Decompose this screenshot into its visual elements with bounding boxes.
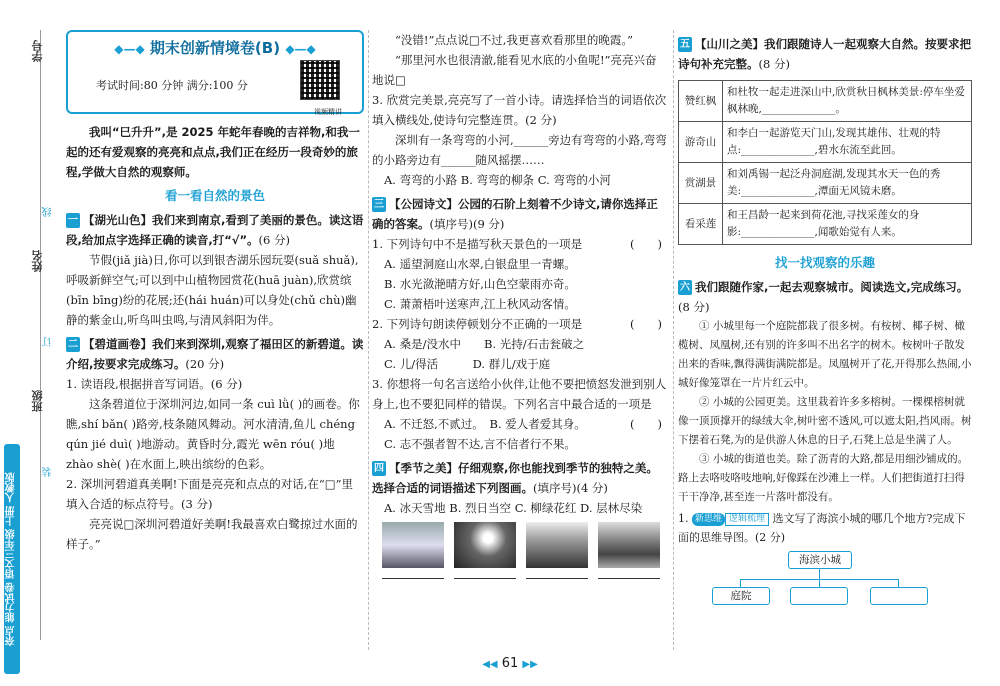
exam-title: ◆—◆ 期末创新情境卷(B) ◆—◆ bbox=[114, 39, 316, 57]
choice-option: B. 光持/石击瓮破之 bbox=[484, 337, 585, 351]
column-3 bbox=[678, 30, 972, 611]
page-number: ◀◀ 61 ▶▶ bbox=[482, 656, 538, 671]
name-label: 姓名 bbox=[31, 250, 44, 272]
column-1 bbox=[66, 30, 364, 554]
column-divider bbox=[673, 30, 674, 650]
mind-map-connector bbox=[740, 579, 741, 587]
choice-option-row bbox=[372, 334, 668, 354]
section-title: 找一找观察的乐趣 bbox=[774, 255, 875, 270]
qr-code-icon[interactable] bbox=[300, 60, 340, 100]
question-number-badge: 四 bbox=[374, 463, 384, 474]
passage-paragraph: ② 小城的公园更美。这里栽着许多多榕树。一棵棵榕树就像一顶顶撑开的绿绒大伞,树叶密不透风,可以遮太阳,挡风雨。树下摆着石凳,为的是供游人休息的日子,石凳上总是坐满了人。 bbox=[678, 396, 972, 446]
question-2-sub1-text: 这条碧道位于深圳河边,如同一条 cuì lǜ( )的画卷。你瞧,shí bǎn( )路旁,枝条随风舞动。河水清清,鱼儿 chéng qún jié duì( )地游动。黄昏时分,霞光 wēn róu( )地 zhào shè( )在水面上,映出缤纷的色彩。 bbox=[66, 397, 360, 471]
passage-paragraph: ③ 小城的街道也美。除了沥青的大路,都是用细沙铺成的。路上去咯吱咯吱地响,好像踩在沙滩上一样。人们把街道打扫得干干净净,甚至连一片落叶都没有。 bbox=[678, 453, 969, 503]
choice-option-row bbox=[372, 354, 668, 374]
class-label: 班级 bbox=[31, 390, 44, 412]
choice-option: C. 志不强者智不达,言不信者行不果。 bbox=[384, 437, 576, 451]
table-value[interactable]: 和李白一起游览天门山,发现其雄伟、壮观的特点:______________,碧水东流至此回。 bbox=[723, 122, 972, 163]
answer-line[interactable] bbox=[526, 578, 588, 579]
question-2-head: 二 【碧道画卷】我们来到深圳,观察了福田区的新碧道。读介绍,按要求完成练习。(20 分) bbox=[66, 337, 364, 371]
answer-line[interactable] bbox=[454, 578, 516, 579]
table-row bbox=[679, 122, 972, 163]
choice-option: B. 水光潋滟晴方好,山色空蒙雨亦奇。 bbox=[384, 277, 576, 291]
question-1-head: 一 【湖光山色】我们来到南京,看到了美丽的景色。读这语段,给加点字选择正确的读音,打“√”。(6 分) bbox=[66, 213, 364, 247]
question-3-head: 三 【公园诗文】公园的石阶上刻着不少诗文,请你选择正确的答案。(填序号)(9 分) bbox=[372, 197, 658, 231]
table-value[interactable]: 和刘禹锡一起泛舟洞庭湖,发现其水天一色的秀美:______________,潭面无风镜未磨。 bbox=[723, 163, 972, 204]
choice-option: D. 群儿/戏于庭 bbox=[472, 357, 551, 371]
table-row bbox=[679, 204, 972, 245]
question-3-sub2: 2. 下列诗句朗读停顿划分不正确的一项是 ( ) bbox=[372, 317, 662, 331]
question-number-badge: 六 bbox=[680, 282, 690, 293]
sun-photo bbox=[454, 522, 516, 568]
answer-line[interactable] bbox=[598, 578, 660, 579]
autumn-photo bbox=[598, 522, 660, 568]
mind-map-blank[interactable] bbox=[790, 587, 848, 605]
passage-paragraph: ① 小城里每一个庭院都栽了很多树。有桉树、椰子树、橄榄树、凤凰树,还有别的许多叫不出名字的树木。桉树叶子散发出来的香味,飘得满街满院都是。凤凰树开了花,开得那么热闹,小城好像笼罩在一片片红云中。 bbox=[678, 320, 972, 389]
question-6-head: 六 我们跟随作家,一起去观察城市。阅读选文,完成练习。(8 分) bbox=[678, 280, 969, 314]
mind-map-leaf: 庭院 bbox=[712, 587, 770, 605]
question-2-sub1: 1. 读语段,根据拼音写词语。(6 分) bbox=[66, 377, 243, 391]
table-row bbox=[679, 81, 972, 122]
question-2-sub2-text: 亮亮说□深圳河碧道好美啊!我最喜欢白鹭掠过水面的样子。” bbox=[66, 517, 358, 551]
new-thinking-tag: 新思维 bbox=[692, 513, 725, 526]
question-3-sub1: 1. 下列诗句中不是描写秋天景色的一项是 ( ) bbox=[372, 237, 662, 251]
mind-map-connector bbox=[819, 569, 820, 579]
exam-meta: 考试时间:80 分钟 满分:100 分 bbox=[96, 79, 248, 92]
answer-lines[interactable] bbox=[372, 578, 668, 579]
question-2-sub2: 2. 深圳河碧道真美啊!下面是亮亮和点点的对话,在“□”里填入合适的标点符号。(3 分) bbox=[66, 477, 354, 511]
table-key: 赞红枫 bbox=[679, 81, 723, 122]
binding-mark: 订 bbox=[43, 337, 54, 347]
choice-options: A. 冰天雪地 B. 烈日当空 C. 柳绿花红 D. 层林尽染 bbox=[384, 501, 643, 515]
poem-table bbox=[678, 80, 972, 245]
choice-option-row bbox=[372, 414, 668, 434]
question-number-badge: 五 bbox=[680, 39, 690, 50]
qr-caption: 视频精讲 bbox=[314, 108, 342, 116]
table-key: 游奇山 bbox=[679, 122, 723, 163]
table-value[interactable]: 和王昌龄一起来到荷花池,寻找采莲女的身影:______________,闻歌始觉有人来。 bbox=[723, 204, 972, 245]
question-5-head: 五 【山川之美】我们跟随诗人一起观察大自然。按要求把诗句补充完整。(8 分) bbox=[678, 37, 971, 71]
spring-photo bbox=[526, 522, 588, 568]
binding-strip bbox=[0, 0, 58, 686]
season-photos bbox=[372, 522, 668, 568]
spine-label: 奈点 能力试卷 语文三年级 上册 人教版 bbox=[4, 444, 20, 674]
question-2-sub3: 3. 欣赏完美景,亮亮写了一首小诗。请选择恰当的词语依次填入横线处,使诗句完整连贯。(2 分) bbox=[372, 93, 667, 127]
mind-map-root: 海滨小城 bbox=[788, 551, 852, 569]
mind-map-connector bbox=[819, 579, 820, 587]
column-2 bbox=[372, 30, 668, 579]
table-key: 看采莲 bbox=[679, 204, 723, 245]
choice-option: A. 遥望洞庭山水翠,白银盘里一青螺。 bbox=[384, 257, 576, 271]
student-number-label: 学号 bbox=[31, 40, 44, 62]
section-title: 看一看自然的景色 bbox=[164, 188, 265, 203]
column-divider bbox=[368, 30, 369, 650]
intro-text: 我叫“巳升升”,是 2025 年蛇年春晚的吉祥物,和我一起的还有爱观察的亮亮和点点,我们正在经历一段奇妙的旅程,学做大自然的观察师。 bbox=[66, 125, 360, 179]
binding-mark: 装 bbox=[43, 467, 54, 477]
choice-option: C. 儿/得活 bbox=[384, 357, 439, 371]
choice-options: A. 弯弯的小路 B. 弯弯的柳条 C. 弯弯的小河 bbox=[384, 173, 611, 187]
mind-map-blank[interactable] bbox=[870, 587, 928, 605]
question-3-sub3: 3. 你想将一句名言送给小伙伴,让他不要把愤怒发泄到别人身上,也不要犯同样的错误。下列名言中最合适的一项是 ( ) bbox=[372, 377, 667, 431]
dialogue-line: “没错!”点点说□不过,我更喜欢看那里的晚霞。” bbox=[395, 33, 634, 47]
choice-option: C. 萧萧梧叶送寒声,江上秋风动客情。 bbox=[384, 297, 576, 311]
poem-text: 深圳有一条弯弯的小河,______旁边有弯弯的小路,弯弯的小路旁边有______随风摇摆…… bbox=[372, 133, 667, 167]
mind-map bbox=[678, 551, 972, 611]
question-1-text: 节假(jiǎ jià)日,你可以到银杏湖乐园玩耍(suǎ shuǎ),呼吸新鲜空气;可以到中山植物园赏花(huā juàn),欣赏缤(bīn bīng)纷的花展;还(hái huán)可以身处(chǔ chù)幽静的紫金山,听鸟叫虫鸣,与清风斜阳为伴。 bbox=[66, 253, 359, 327]
choice-option: A. 桑是/没水中 bbox=[384, 337, 461, 351]
question-number-badge: 二 bbox=[68, 339, 78, 350]
question-number-badge: 三 bbox=[374, 199, 384, 210]
question-number-badge: 一 bbox=[68, 215, 78, 226]
binding-mark: 线 bbox=[43, 207, 54, 217]
table-row bbox=[679, 163, 972, 204]
question-6-sub1: 1. 新思维 逻辑梳理 选文写了海滨小城的哪几个地方?完成下面的思维导图。(2 分) bbox=[678, 512, 966, 544]
dialogue-line: “那里河水也很清澈,能看见水底的小鱼呢!”亮亮兴奋地说□ bbox=[372, 53, 657, 87]
question-4-head: 四 【季节之美】仔细观察,你也能找到季节的独特之美。选择合适的词语描述下列图画。(填序号)(4 分) bbox=[372, 461, 658, 495]
winter-photo bbox=[382, 522, 444, 568]
table-value[interactable]: 和杜牧一起走进深山中,欣赏秋日枫林美景:停车坐爱枫林晚,______________。 bbox=[723, 81, 972, 122]
choice-option: A. 不迁怒,不贰过。 bbox=[384, 417, 479, 431]
logic-tag: 逻辑梳理 bbox=[725, 513, 769, 526]
answer-line[interactable] bbox=[382, 578, 444, 579]
arrow-left-icon: ◀◀ bbox=[482, 659, 498, 670]
table-key: 赏湖景 bbox=[679, 163, 723, 204]
exam-header bbox=[66, 30, 364, 114]
mind-map-connector bbox=[898, 579, 899, 587]
arrow-right-icon: ▶▶ bbox=[522, 659, 538, 670]
choice-option: B. 爱人者爱其身。 bbox=[489, 417, 586, 431]
